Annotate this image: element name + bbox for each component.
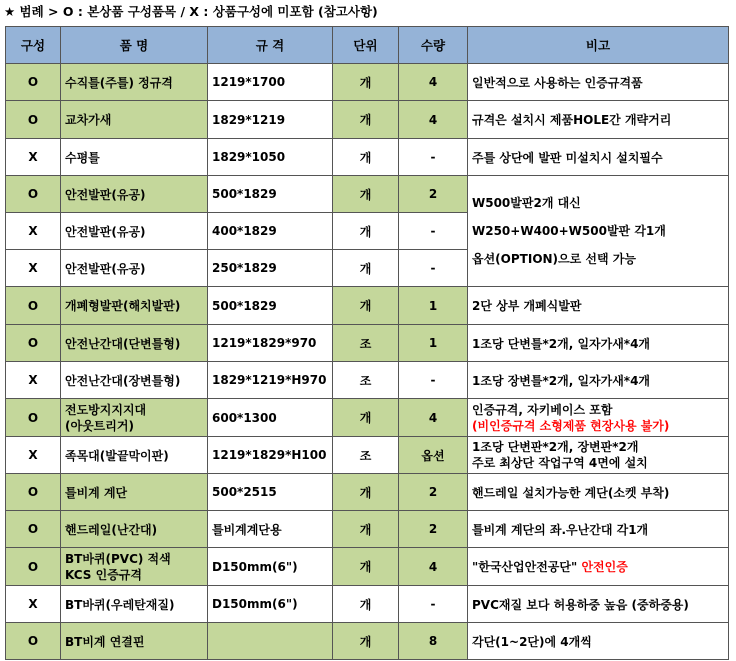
plank-note-line: W500발판2개 대신 bbox=[472, 196, 581, 210]
item-remark: 규격은 설치시 제품HOLE간 개략거리 bbox=[468, 101, 729, 139]
item-name: 수평틀 bbox=[61, 139, 208, 176]
item-unit: 개 bbox=[333, 176, 399, 213]
item-quantity: - bbox=[399, 362, 468, 399]
inclusion-mark: O bbox=[6, 287, 61, 325]
item-unit: 개 bbox=[333, 287, 399, 325]
inclusion-mark: O bbox=[6, 399, 61, 437]
table-row bbox=[6, 437, 729, 474]
item-name: 안전난간대(장변틀형) bbox=[61, 362, 208, 399]
item-name: BT비계 연결핀 bbox=[61, 623, 208, 660]
item-spec: 1829*1219*H970 bbox=[208, 362, 333, 399]
inclusion-mark: X bbox=[6, 437, 61, 474]
item-quantity: 4 bbox=[399, 399, 468, 437]
item-remark: 1조당 단변틀*2개, 일자가새*4개 bbox=[468, 325, 729, 362]
item-name: 틀비계 계단 bbox=[61, 474, 208, 511]
table-row bbox=[6, 139, 729, 176]
item-unit: 개 bbox=[333, 399, 399, 437]
plank-note-line: 옵션(OPTION)으로 선택 가능 bbox=[472, 252, 636, 266]
remark-line: 1조당 단변판*2개, 장변판*2개 bbox=[472, 440, 639, 454]
item-unit: 개 bbox=[333, 474, 399, 511]
table-row bbox=[6, 623, 729, 660]
item-unit: 조 bbox=[333, 437, 399, 474]
table-row bbox=[6, 399, 729, 437]
item-name bbox=[61, 399, 208, 437]
item-unit: 개 bbox=[333, 139, 399, 176]
remark-line: 주로 최상단 작업구역 4면에 설치 bbox=[472, 456, 648, 470]
inclusion-mark: O bbox=[6, 101, 61, 139]
item-quantity: 2 bbox=[399, 474, 468, 511]
legend-text: ★ 범례 > O : 본상품 구성품목 / X : 상품구성에 미포함 (참고사항) bbox=[4, 4, 378, 19]
header-quantity: 수량 bbox=[399, 27, 468, 64]
header-row bbox=[6, 27, 729, 64]
table-row bbox=[6, 586, 729, 623]
remark-safety-cert: 안전인증 bbox=[581, 560, 628, 574]
item-name: 안전난간대(단변틀형) bbox=[61, 325, 208, 362]
remark-warning: (비인증규격 소형제품 현장사용 불가) bbox=[472, 418, 670, 433]
item-spec: 틀비계계단용 bbox=[208, 511, 333, 548]
inclusion-mark: O bbox=[6, 548, 61, 586]
item-name: 개폐형발판(해치발판) bbox=[61, 287, 208, 325]
component-table bbox=[5, 26, 729, 660]
item-name bbox=[61, 548, 208, 586]
item-quantity: 옵션 bbox=[399, 437, 468, 474]
item-name: 핸드레일(난간대) bbox=[61, 511, 208, 548]
item-remark: 일반적으로 사용하는 인증규격품 bbox=[468, 64, 729, 101]
item-spec: 1219*1700 bbox=[208, 64, 333, 101]
item-name: 안전발판(유공) bbox=[61, 213, 208, 250]
header-remarks: 비고 bbox=[468, 27, 729, 64]
item-spec: 1829*1050 bbox=[208, 139, 333, 176]
item-spec: 500*2515 bbox=[208, 474, 333, 511]
item-unit: 개 bbox=[333, 64, 399, 101]
item-spec: D150mm(6") bbox=[208, 548, 333, 586]
item-name: 안전발판(유공) bbox=[61, 250, 208, 287]
item-remark: 1조당 장변틀*2개, 일자가새*4개 bbox=[468, 362, 729, 399]
inclusion-mark: X bbox=[6, 139, 61, 176]
item-quantity: - bbox=[399, 139, 468, 176]
item-remark: 틀비계 계단의 좌.우난간대 각1개 bbox=[468, 511, 729, 548]
item-unit: 개 bbox=[333, 101, 399, 139]
inclusion-mark: X bbox=[6, 213, 61, 250]
item-unit: 개 bbox=[333, 250, 399, 287]
item-quantity: 1 bbox=[399, 287, 468, 325]
item-remark bbox=[468, 399, 729, 437]
item-unit: 개 bbox=[333, 213, 399, 250]
table-row bbox=[6, 176, 729, 213]
table-row bbox=[6, 511, 729, 548]
item-name: 족목대(발끝막이판) bbox=[61, 437, 208, 474]
item-quantity: - bbox=[399, 586, 468, 623]
item-quantity: 4 bbox=[399, 548, 468, 586]
item-remark bbox=[468, 548, 729, 586]
table-row bbox=[6, 101, 729, 139]
header-spec: 규 격 bbox=[208, 27, 333, 64]
inclusion-mark: O bbox=[6, 623, 61, 660]
inclusion-mark: O bbox=[6, 325, 61, 362]
item-spec bbox=[208, 623, 333, 660]
item-spec: 1829*1219 bbox=[208, 101, 333, 139]
item-remark bbox=[468, 437, 729, 474]
inclusion-mark: O bbox=[6, 64, 61, 101]
item-unit: 개 bbox=[333, 511, 399, 548]
item-unit: 개 bbox=[333, 623, 399, 660]
item-name-line: 전도방지지지대 bbox=[65, 402, 147, 417]
plank-option-remark bbox=[468, 176, 729, 287]
item-name-line: KCS 인증규격 bbox=[65, 567, 142, 582]
item-spec: 1219*1829*970 bbox=[208, 325, 333, 362]
remark-text: "한국산업안전공단" bbox=[472, 560, 578, 574]
item-quantity: 2 bbox=[399, 176, 468, 213]
item-name: 수직틀(주틀) 정규격 bbox=[61, 64, 208, 101]
inclusion-mark: X bbox=[6, 250, 61, 287]
item-quantity: 4 bbox=[399, 101, 468, 139]
table-row bbox=[6, 474, 729, 511]
item-unit: 조 bbox=[333, 362, 399, 399]
inclusion-mark: X bbox=[6, 362, 61, 399]
item-spec: D150mm(6") bbox=[208, 586, 333, 623]
item-name: 안전발판(유공) bbox=[61, 176, 208, 213]
plank-note-line: W250+W400+W500발판 각1개 bbox=[472, 224, 666, 238]
inclusion-mark: O bbox=[6, 511, 61, 548]
item-quantity: 8 bbox=[399, 623, 468, 660]
table-row bbox=[6, 287, 729, 325]
inclusion-mark: X bbox=[6, 586, 61, 623]
item-remark: PVC재질 보다 허용하중 높음 (중하중용) bbox=[468, 586, 729, 623]
item-unit: 개 bbox=[333, 548, 399, 586]
item-unit: 조 bbox=[333, 325, 399, 362]
header-composition: 구성 bbox=[6, 27, 61, 64]
item-quantity: 2 bbox=[399, 511, 468, 548]
item-name: 교차가새 bbox=[61, 101, 208, 139]
item-quantity: - bbox=[399, 213, 468, 250]
table-row bbox=[6, 362, 729, 399]
item-unit: 개 bbox=[333, 586, 399, 623]
item-spec: 400*1829 bbox=[208, 213, 333, 250]
item-name: BT바퀴(우레탄재질) bbox=[61, 586, 208, 623]
item-remark: 2단 상부 개폐식발판 bbox=[468, 287, 729, 325]
table-row bbox=[6, 64, 729, 101]
table-row bbox=[6, 548, 729, 586]
item-name-line: (아웃트리거) bbox=[65, 418, 134, 433]
item-spec: 500*1829 bbox=[208, 176, 333, 213]
item-spec: 500*1829 bbox=[208, 287, 333, 325]
table-row bbox=[6, 325, 729, 362]
item-name-line: BT바퀴(PVC) 적색 bbox=[65, 551, 171, 566]
item-spec: 600*1300 bbox=[208, 399, 333, 437]
header-item-name: 품 명 bbox=[61, 27, 208, 64]
inclusion-mark: O bbox=[6, 474, 61, 511]
inclusion-mark: O bbox=[6, 176, 61, 213]
item-spec: 1219*1829*H100 bbox=[208, 437, 333, 474]
item-quantity: 4 bbox=[399, 64, 468, 101]
item-quantity: 1 bbox=[399, 325, 468, 362]
item-quantity: - bbox=[399, 250, 468, 287]
header-unit: 단위 bbox=[333, 27, 399, 64]
item-remark: 각단(1~2단)에 4개씩 bbox=[468, 623, 729, 660]
item-spec: 250*1829 bbox=[208, 250, 333, 287]
item-remark: 핸드레일 설치가능한 계단(소켓 부착) bbox=[468, 474, 729, 511]
item-remark: 주틀 상단에 발판 미설치시 설치필수 bbox=[468, 139, 729, 176]
remark-line: 인증규격, 자키베이스 포함 bbox=[472, 402, 613, 417]
